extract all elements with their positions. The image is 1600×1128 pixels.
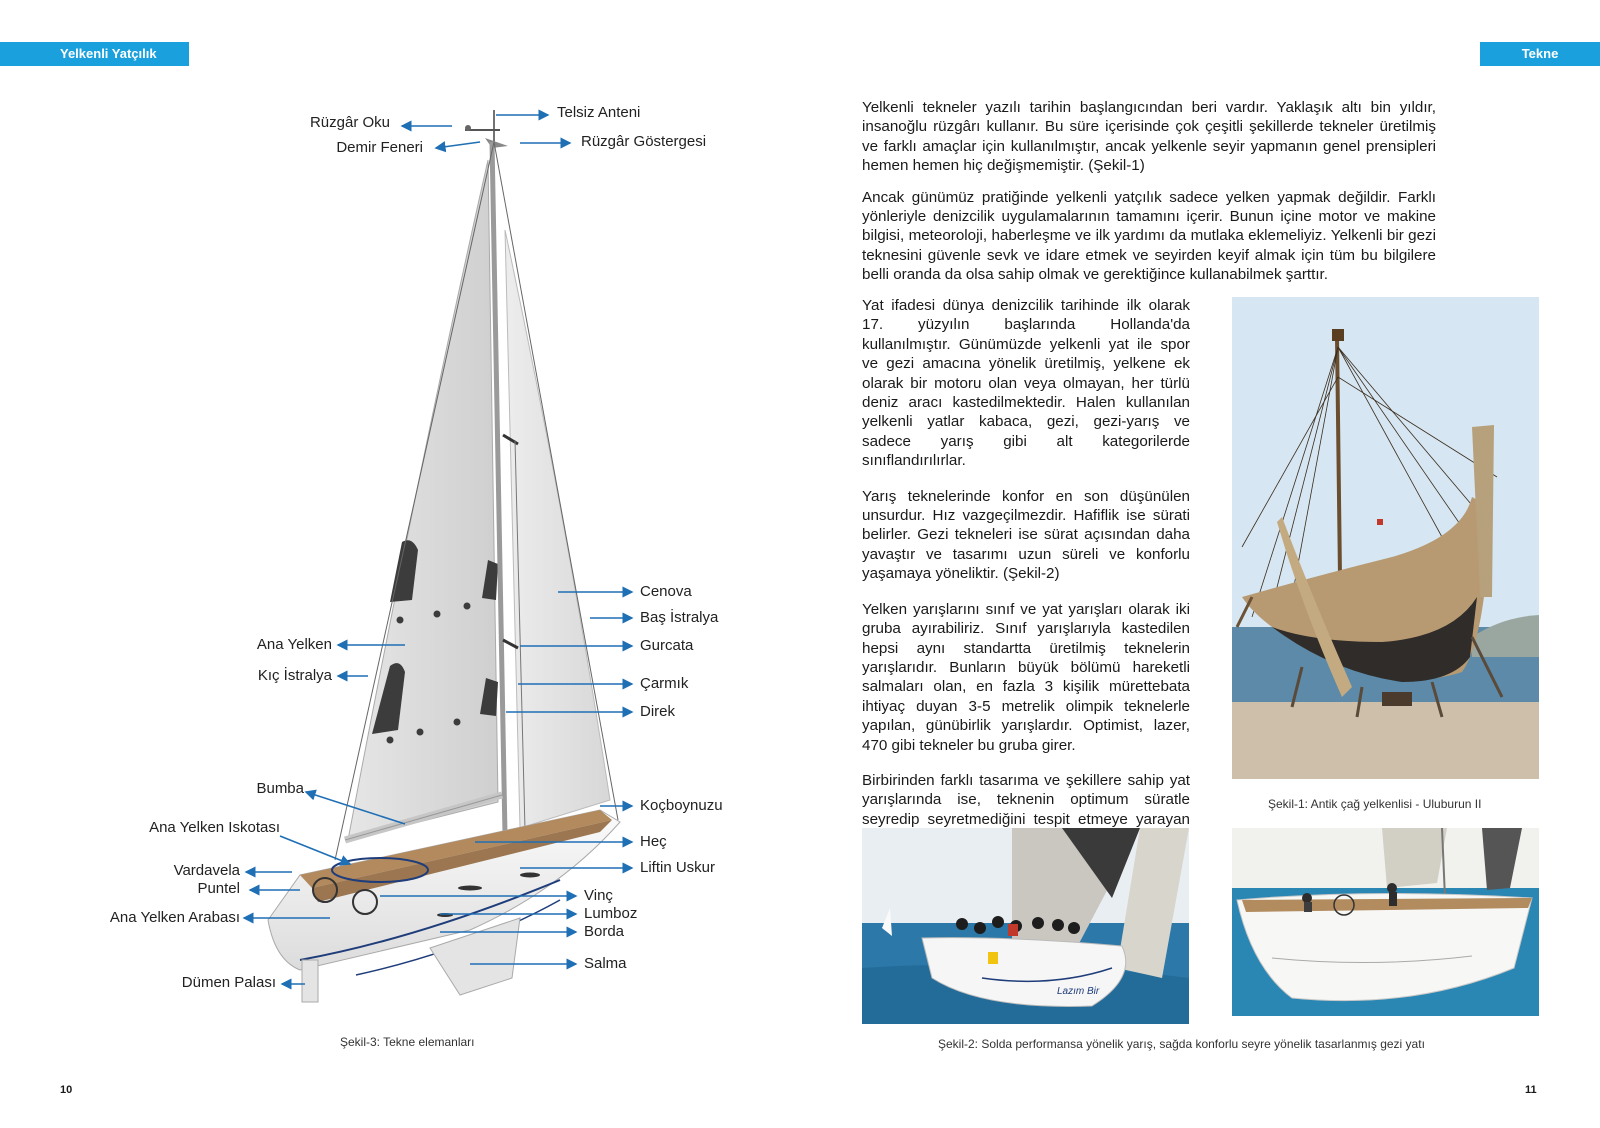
label-vardavela: Vardavela xyxy=(173,862,240,879)
label-telsiz-anteni: Telsiz Anteni xyxy=(557,104,641,121)
label-hec: Heç xyxy=(640,833,667,850)
cruising-yacht-photo xyxy=(1232,828,1539,1016)
sailboat-diagram xyxy=(0,80,800,1060)
figure-2-caption: Şekil-2: Solda performansa yönelik yarış, sağda konforlu seyre yönelik tasarlanmış gezi yatı xyxy=(938,1037,1425,1051)
label-ana-yelken: Ana Yelken xyxy=(256,636,332,653)
figure-3-caption: Şekil-3: Tekne elemanları xyxy=(340,1035,475,1049)
label-carmik: Çarmık xyxy=(640,675,689,692)
narrow-column-text xyxy=(862,296,1190,861)
label-gurcata: Gurcata xyxy=(640,637,694,654)
label-borda: Borda xyxy=(584,923,625,940)
intro-text xyxy=(862,98,1436,297)
label-ruzgar-oku: Rüzgâr Oku xyxy=(309,114,390,131)
label-lumboz: Lumboz xyxy=(584,905,638,922)
label-demir-feneri: Demir Feneri xyxy=(336,139,423,156)
label-bas-istralya: Baş İstralya xyxy=(640,609,719,626)
paragraph-1: Yelkenli tekneler yazılı tarihin başlangıcından beri vardır. Yaklaşık altı bin yıldır, insanoğlu rüzgârı kullanır. Bu süre içerisinde çok çeşitli şekillerde tekneler üretilmiş ve farklı amaçlar için kullanılmıştır, ancak yelkenle seyir yapmanın genel prensipleri hemen hemen hiç değişmemiştir. (Şekil-1) xyxy=(862,99,1436,175)
section-tab-right: Tekne xyxy=(1480,42,1600,66)
label-ana-yelken-iskotasi: Ana Yelken Iskotası xyxy=(149,819,280,836)
label-liftin-uskur: Liftin Uskur xyxy=(640,859,716,876)
label-direk: Direk xyxy=(640,703,676,720)
label-ana-yelken-arabasi: Ana Yelken Arabası xyxy=(109,909,240,926)
page-number-right: 11 xyxy=(1525,1084,1537,1096)
paragraph-3: Yat ifadesi dünya denizcilik tarihinde ilk olarak 17. yüzyılın başlarında Hollanda'da kullanılmıştır. Günümüzde yelkenli yat ile spor ve gezi amacına yönelik üretilmiş, yelkene ek olarak bir motoru olan veya olmayan, her türlü deniz aracı kastedilmektedir. Halen kullanılan yelkenli yatlar kabaca, gezi, gezi-yarış ve sadece yarış gibi alt kategorilerde sınıflandırılırlar. xyxy=(862,297,1190,470)
label-kic-istralya: Kıç İstralya xyxy=(257,667,332,684)
label-vinc: Vinç xyxy=(584,887,613,904)
section-tab-left: Yelkenli Yatçılık xyxy=(0,42,189,66)
label-salma: Salma xyxy=(584,955,627,972)
figure-1-caption: Şekil-1: Antik çağ yelkenlisi - Uluburun II xyxy=(1268,797,1482,811)
label-puntel: Puntel xyxy=(197,880,240,897)
race-yacht-photo xyxy=(862,828,1189,1024)
paragraph-6: Birbirinden farklı tasarıma ve şekillere sahip yat yarışlarında ise, teknenin optimum süratle seyredip seyretmediğini tespit etmeye yarayan xyxy=(862,771,1190,828)
label-cenova: Cenova xyxy=(640,583,692,600)
paragraph-4: Yarış teknelerinde konfor en son düşünülen unsurdur. Hız vazgeçilmezdir. Hafiflik ise sürati belirler. Gezi tekneleri ise sürat açısından daha yavaştır ve tasarımı uzun süreli ve konforlu yaşamaya yöneliktir. (Şekil-2) xyxy=(862,487,1190,583)
page-number-left: 10 xyxy=(60,1084,73,1096)
race-hull-text: Lazım Bir xyxy=(1057,986,1100,997)
ancient-ship-photo xyxy=(1232,297,1539,779)
label-ruzgar-gostergesi: Rüzgâr Göstergesi xyxy=(581,133,707,150)
label-bumba: Bumba xyxy=(256,780,304,797)
label-kocboynuzu: Koçboynuzu xyxy=(640,797,723,814)
label-dumen-palasi: Dümen Palası xyxy=(181,974,276,991)
paragraph-5: Yelken yarışlarını sınıf ve yat yarışları olarak iki gruba ayırabiliriz. Sınıf yarışlarıyla kastedilen hepsi aynı standartta üretilmiş teknelerin yarışlarıdır. Bunların büyük bölümü hareketli salmaları olan, en fazla 3 kişilik mürettebata ihtiyaç duyan 3-5 metrelik olimpik teknelerle yapılan, günübirlik yarışlardır. Optimist, lazer, 470 gibi tekneler bu gruba girer. xyxy=(862,600,1190,754)
paragraph-2: Ancak günümüz pratiğinde yelkenli yatçılık sadece yelken yapmak değildir. Farklı yönleriyle denizcilik uygulamalarının tamamını içerir. Bunun içine motor ve makine bilgisi, meteoroloji, haberleşme ve ilk yardımı da mutlaka eklemeliyiz. Yelkenli bir gezi teknesini güvenle sevk ve idare etmek ve seyirden keyif almak için tüm bu bilgilere belli oranda da olsa sahip olmak ve gerektiğince kullanabilmek şarttır. xyxy=(862,188,1436,284)
